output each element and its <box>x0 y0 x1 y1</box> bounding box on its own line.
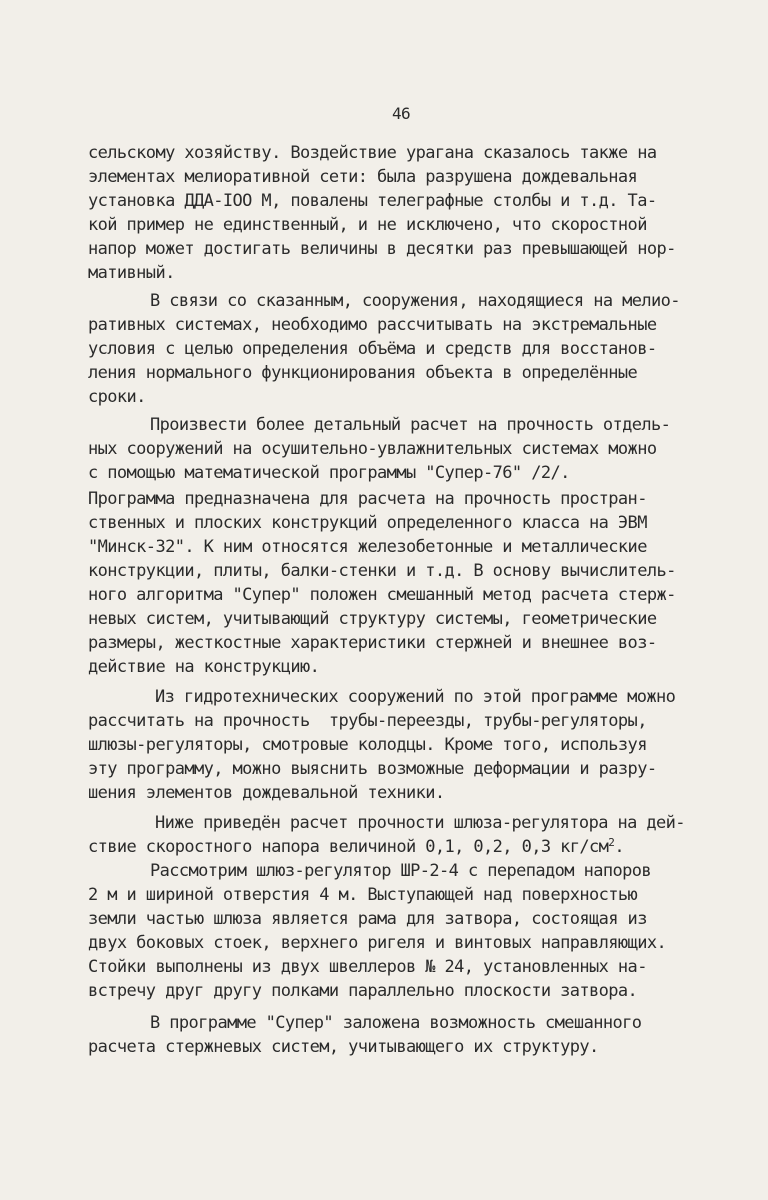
text-line: конструкции, плиты, балки-стенки и т.д. В основу вычислитель- <box>88 561 676 581</box>
text-line: ления нормального функционирования объекта в определённые <box>88 363 638 383</box>
text-line: встречу друг другу полками параллельно плоскости затвора. <box>88 981 638 1001</box>
text-line: напор может достигать величины в десятки раз превышающей нор- <box>88 239 676 259</box>
text-line: Произвести более детальный расчет на прочность отдель- <box>150 415 671 435</box>
text-line: с помощью математической программы "Супер-76" /2/. <box>88 463 570 483</box>
text-line: эту программу, можно выяснить возможные деформации и разру- <box>88 759 657 779</box>
text-line: условия с целью определения объёма и средств для восстанов- <box>88 339 657 359</box>
superscript: 2 <box>608 836 615 849</box>
text-line-with-superscript <box>88 836 624 858</box>
text-line: шлюзы-регуляторы, смотровые колодцы. Кроме того, используя <box>88 735 647 755</box>
text-line: расчета стержневых систем, учитывающего их структуру. <box>88 1037 599 1057</box>
text-line: "Минск-32". К ним относятся железобетонные и металлические <box>88 537 647 557</box>
text-line: Стойки выполнены из двух швеллеров № 24, установленных на- <box>88 957 647 977</box>
text-line: Рассмотрим шлюз-регулятор ШР-2-4 с перепадом напоров <box>150 861 652 881</box>
text-line: ственных и плоских конструкций определенного класса на ЭВМ <box>88 513 647 533</box>
text-line: 2 м и шириной отверстия 4 м. Выступающей над поверхностью <box>88 885 638 905</box>
text-line: Программа предназначена для расчета на прочность простран- <box>88 489 647 509</box>
text-line: мативный. <box>88 263 175 283</box>
text-segment: ствие скоростного напора величиной 0,1, 0,2, 0,3 кг/см <box>88 837 609 857</box>
text-line: шения элементов дождевальной техники. <box>88 783 445 803</box>
text-line: кой пример не единственный, и не исключено, что скоростной <box>88 215 647 235</box>
text-line: В программе "Супер" заложена возможность смешанного <box>150 1013 642 1033</box>
text-line: сроки. <box>88 387 146 407</box>
text-segment: . <box>614 837 624 857</box>
page-number: 46 <box>392 104 411 123</box>
text-line: ративных системах, необходимо рассчитывать на экстремальные <box>88 315 657 335</box>
text-line: элементах мелиоративной сети: была разрушена дождевальная <box>88 167 638 187</box>
text-line: установка ДДА-IOO М, повалены телеграфные столбы и т.д. Та- <box>88 191 657 211</box>
text-line: земли частью шлюза является рама для затвора, состоящая из <box>88 909 647 929</box>
text-line: В связи со сказанным, сооружения, находящиеся на мелио- <box>150 291 680 311</box>
text-line: сельскому хозяйству. Воздействие урагана сказалось также на <box>88 143 657 163</box>
text-line: ного алгоритма "Супер" положен смешанный метод расчета стерж- <box>88 585 676 605</box>
text-line: рассчитать на прочность трубы-переезды, трубы-регуляторы, <box>88 711 647 731</box>
text-line: двух боковых стоек, верхнего ригеля и винтовых направляющих. <box>88 933 667 953</box>
text-line: невых систем, учитывающий структуру системы, геометрические <box>88 609 657 629</box>
text-line: ных сооружений на осушительно-увлажнительных системах можно <box>88 439 657 459</box>
text-line: Ниже приведён расчет прочности шлюза-регулятора на дей- <box>155 813 685 833</box>
text-line: размеры, жесткостные характеристики стержней и внешнее воз- <box>88 633 657 653</box>
text-line: действие на конструкцию. <box>88 657 320 677</box>
text-line: Из гидротехнических сооружений по этой программе можно <box>155 687 676 707</box>
